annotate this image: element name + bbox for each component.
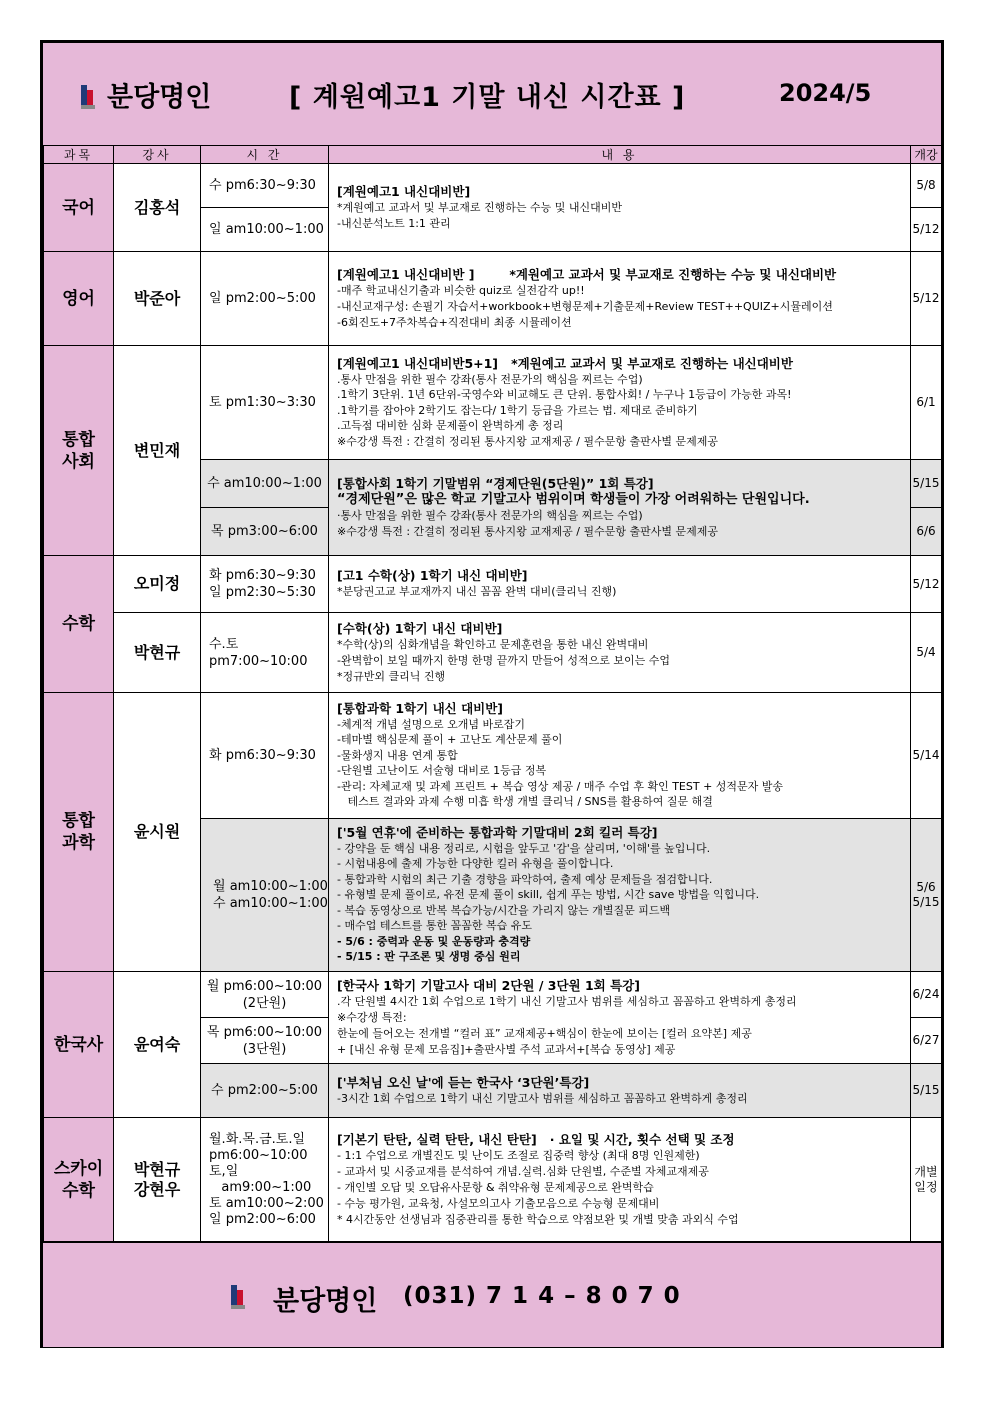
class-time: 화 pm6:30~9:30 일 pm2:30~5:30 (201, 556, 329, 613)
course-content: ['부처님 오신 날'에 듣는 한국사 ‘3단원’특강] -3시간 1회 수업으로 1학기 내신 기말고사 범위를 세심하고 꼼꼼하고 완벽하게 총정리 (329, 1064, 911, 1118)
table-row (44, 972, 942, 1018)
col-start: 개강 (911, 146, 942, 164)
schedule-date: 2024/5 (779, 79, 872, 107)
class-time: 화 pm6:30~9:30 (201, 693, 329, 819)
course-content: ['5월 연휴'에 준비하는 통합과학 기말대비 2회 킬러 특강] - 강약을 둔 핵심 내용 정리로, 시험을 앞두고 '감'을 살리며, '이해'를 높입니다. - 시험내용에 출제 가능한 다양한 킬러 유형을 풀이합니다. - 통합과학 시험의 최근 기출 경향을 파악하여, 출제 예상 문제들을 점검합니다. - 유형별 문제 풀이로, 유전 문제 풀이 skill, 쉽게 푸는 방법, 시간 save 방법을 익힙니다. - 복습 동영상으로 반복 복습가능/시간을 가리지 않는 개별질문 피드백 - 매수업 테스트를 통한 꼼꼼한 복습 유도 - 5/6 : 중력과 운동 및 운동량과 충격량 - 5/15 : 판 구조론 및 생명 중심 원리 (329, 819, 911, 972)
instructor-name: 박준아 (114, 252, 201, 346)
course-content: [고1 수학(상) 1학기 내신 대비반] *분당권고교 부교재까지 내신 꼼꼼 완벽 대비(클리닉 진행) (329, 556, 911, 613)
course-content: [계원예고1 내신대비반] *계원예고 교과서 및 부교재로 진행하는 수능 및 내신대비반 -내신분석노트 1:1 관리 (329, 164, 911, 252)
logo-icon (231, 1285, 245, 1309)
logo-icon (81, 85, 95, 109)
subject-history: 한국사 (44, 972, 114, 1118)
start-date: 6/1 (911, 346, 942, 460)
class-time: 목 pm6:00~10:00 (3단원) (201, 1018, 329, 1064)
table-row (44, 252, 942, 346)
instructor-name: 박현규 (114, 613, 201, 693)
subject-science: 통합 과학 (44, 693, 114, 972)
class-time: 일 pm2:00~5:00 (201, 252, 329, 346)
course-content: [계원예고1 내신대비반 ] *계원예고 교과서 및 부교재로 진행하는 수능 및 내신대비반 -매주 학교내신기출과 비슷한 quiz로 실전감각 up!! -내신교재구성: 손필기 자습서+workbook+변형문제+기출문제+Review TEST++QUIZ+시뮬레이션 -6회진도+7주차복습+직전대비 최종 시뮬레이션 (329, 252, 911, 346)
start-date: 6/27 (911, 1018, 942, 1064)
start-date: 개별 일정 (911, 1118, 942, 1242)
table-row (44, 693, 942, 819)
class-time: 월 pm6:00~10:00 (2단원) (201, 972, 329, 1018)
course-content: [통합사회 1학기 기말범위 “경제단원(5단원)” 1회 특강] “경제단원”은 많은 학교 기말고사 범위이며 학생들이 가장 어려워하는 단원입니다. ·통사 만점을 위한 필수 강좌(통사 전문가의 핵심을 찌르는 수업) ※수강생 특전 : 간결히 정리된 통사지왕 교재제공 / 필수문항 출판사별 문제제공 (329, 460, 911, 556)
table-row (44, 556, 942, 613)
table-row (44, 613, 942, 693)
subject-social: 통합 사회 (44, 346, 114, 556)
class-time: 수 pm2:00~5:00 (201, 1064, 329, 1118)
class-time: 목 pm3:00~6:00 (201, 508, 329, 556)
col-content: 내 용 (329, 146, 911, 164)
footer-banner (43, 1241, 941, 1347)
instructor-name: 김홍석 (114, 164, 201, 252)
subject-sky-math: 스카이 수학 (44, 1118, 114, 1242)
table-row (44, 164, 942, 208)
schedule-table (43, 145, 942, 1242)
class-time: 일 am10:00~1:00 (201, 208, 329, 252)
instructor-name: 윤시원 (114, 693, 201, 972)
course-content: [계원예고1 내신대비반5+1] *계원예고 교과서 및 부교재로 진행하는 내신대비반 .통사 만점을 위한 필수 강좌(통사 전문가의 핵심을 찌르는 수업) .1학기 3단위. 1년 6단위-국영수와 비교해도 큰 단위. 통합사회! / 누구나 1등급이 가능한 과목! .1학기를 잡아야 2학기도 잡는다/ 1학기 등급을 가르는 법. 제대로 준비하기 .고득점 대비한 심화 문제풀이 완벽하게 총 정리 ※수강생 특전 : 간결히 정리된 통사지왕 교재제공 / 필수문항 출판사별 문제제공 (329, 346, 911, 460)
start-date: 5/12 (911, 208, 942, 252)
class-time: 수 am10:00~1:00 (201, 460, 329, 508)
class-time: 월 am10:00~1:00 수 am10:00~1:00 (201, 819, 329, 972)
instructor-name: 오미정 (114, 556, 201, 613)
subject-math: 수학 (44, 556, 114, 693)
instructor-name: 박현규 강현우 (114, 1118, 201, 1242)
start-date: 6/6 (911, 508, 942, 556)
start-date: 5/6 5/15 (911, 819, 942, 972)
instructor-name: 윤여숙 (114, 972, 201, 1118)
start-date: 5/14 (911, 693, 942, 819)
start-date: 5/8 (911, 164, 942, 208)
start-date: 5/12 (911, 252, 942, 346)
brand-name: 분당명인 (107, 82, 212, 113)
col-instructor: 강사 (114, 146, 201, 164)
course-content: [기본기 탄탄, 실력 탄탄, 내신 탄탄] · 요일 및 시간, 횟수 선택 및 조정 - 1:1 수업으로 개별진도 및 난이도 조절로 집중력 향상 (최대 8명 인원제한) - 교과서 및 시중교재를 분석하여 개념.실력.심화 단원별, 수준별 자체교재제공 - 개인별 오답 및 오답유사문항 & 취약유형 문제제공으로 완벽학습 - 수능 평가원, 교육청, 사설모의고사 기출모음으로 수능형 문제대비 * 4시간동안 선생님과 집중관리를 통한 학습으로 약점보완 및 개별 맞춤 과외식 수업 (329, 1118, 911, 1242)
class-time: 토 pm1:30~3:30 (201, 346, 329, 460)
start-date: 5/4 (911, 613, 942, 693)
header-banner (43, 43, 941, 147)
subject-english: 영어 (44, 252, 114, 346)
start-date: 6/24 (911, 972, 942, 1018)
start-date: 5/15 (911, 460, 942, 508)
course-content: [한국사 1학기 기말고사 대비 2단원 / 3단원 1회 특강] .각 단원별 4시간 1회 수업으로 1학기 내신 기말고사 범위를 세심하고 꼼꼼하고 완벽하게 총정리 ※수강생 특전: 한눈에 들어오는 전개별 “컬러 표” 교재제공+핵심이 한눈에 보이는 [컬러 요약본] 제공 + [내신 유형 문제 모음집]+출판사별 주석 교과서+[복습 동영상] 제공 (329, 972, 911, 1064)
phone-number: (031) 7 1 4 – 8 0 7 0 (403, 1283, 681, 1309)
table-row (44, 346, 942, 460)
instructor-name: 변민재 (114, 346, 201, 556)
class-time: 수 pm6:30~9:30 (201, 164, 329, 208)
page-title: [ 계원예고1 기말 내신 시간표 ] (289, 82, 686, 113)
col-time: 시 간 (201, 146, 329, 164)
course-content: [수학(상) 1학기 내신 대비반] *수학(상)의 심화개념을 확인하고 문제훈련을 통한 내신 완벽대비 -완벽함이 보일 때까지 한명 한명 끝까지 만들어 성적으로 보이는 수업 *정규반외 클리닉 진행 (329, 613, 911, 693)
course-content: [통합과학 1학기 내신 대비반] -체계적 개념 설명으로 오개념 바로잡기 -테마별 핵심문제 풀이 + 고난도 계산문제 풀이 -물화생지 내용 연계 통합 -단원별 고난이도 서술형 대비로 1등급 정복 -관리: 자체교재 및 과제 프린트 + 복습 영상 제공 / 매주 수업 후 확인 TEST + 성적문자 발송 테스트 결과와 과제 수행 미흡 학생 개별 클리닉 / SNS를 활용하여 질문 해결 (329, 693, 911, 819)
start-date: 5/12 (911, 556, 942, 613)
subject-korean: 국어 (44, 164, 114, 252)
col-subject: 과목 (44, 146, 114, 164)
footer-brand: 분당명인 (273, 1286, 378, 1317)
class-time: 수.토 pm7:00~10:00 (201, 613, 329, 693)
timetable-frame (40, 40, 944, 1348)
start-date: 5/15 (911, 1064, 942, 1118)
table-header-row (44, 146, 942, 164)
class-time: 월.화.목.금.토.일 pm6:00~10:00 토,일 am9:00~1:00 토 am10:00~2:00 일 pm2:00~6:00 (201, 1118, 329, 1242)
table-row (44, 1118, 942, 1242)
